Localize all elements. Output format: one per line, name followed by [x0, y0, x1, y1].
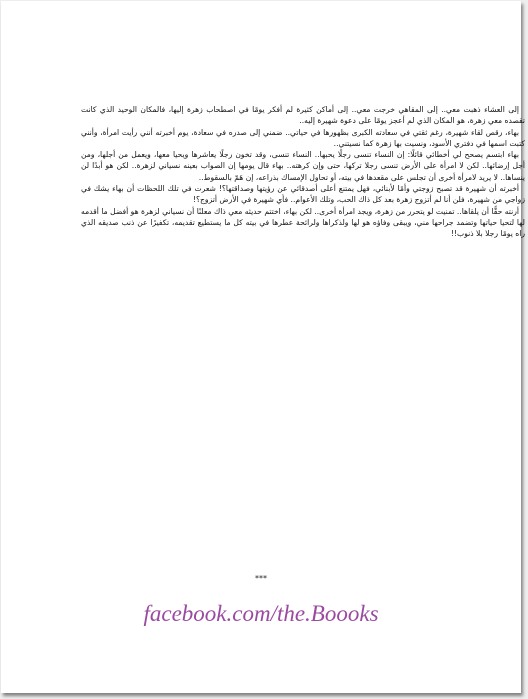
paragraph-1: إلى العشاء ذهبت معي.. إلى المقاهي خرجت معي.. إلى أماكن كثيرة لم أفكر يومًا في اصطحاب زهرة إليها، فالمكان الوحيد الذي كانت تقصده معي زهرة، هو المكان الذي لم أعجز يومًا على دعوة شهيرة إليه.. — [81, 105, 525, 126]
paragraph-3: بهاء ابتسم يصحح لي أخطائي قائلًا: إن النساء تنسى رجلًا يحبها.. النساء تنسى، وقد تخون رجلًا يعاشرها ويحيا معها، ويعمل من أجلها، ومن أجل إرضائها.. لكن لا امرأة على الأرض تنسى رجلا تركها، حتى وإن كرهته.. بهاء قال يومها إن الصواب بعينه نسياني لزهرة.. لكن هو أبدًا لن ينساها.. لا يريد لامرأة أخرى أن تجلس على مقعدها في بيته، أو تحاول الإمساك بذراعه، إن هَمّ بالسقوط.. — [81, 150, 525, 182]
footer-watermark: facebook.com/the.Boooks — [143, 601, 379, 626]
paragraph-5: أرنته حقًّا أن يلقاها.. تمنيت لو يتحرر من زهرة، ويجد امرأة أخرى.. لكن بهاء، اختتم حديثه معي ذاك معلنًا أن نسياني لزهرة هو أفضل ما أقدمه لها لتحيا حياتها وتضمد جراحها مني، ويبقى وفاؤه هو لها ولذكراها ولرائحة عطرها في بيته كل ما يستطيع تقديمه، تكفيرًا عن ذنب صديقه الذي راه يومًا رجلا بلا ذنوب!! — [81, 206, 525, 239]
page-body-text — [81, 104, 525, 240]
paragraph-4: أخبرته أن شهيرة قد تصبح زوجتي وأمًا لأبنائي، فهل يمتنع أعلى أصدقائي عن رؤيتها وصداقتها؟! شعرت في تلك اللحظات أن بهاء يشك في زواجي من شهيرة، فلن أنا لم أتزوج زهرة بعد كل ذاك الحب، وتلك الأعوام.. فأي شهيرة في الأرض أتزوج؟! — [81, 184, 525, 205]
paragraph-2: بهاء، رقص لقاء شهيرة، رغم ثقتي في سعادته الكبرى بظهورها في حياتي.. ضمني إلى صدره في سعادة، يوم أخبرته أنني رأيت امرأة، وأنني كتبت اسمها في دفتري الأسود، ونسيت بها زهرة كما نسيتني.. — [81, 127, 525, 148]
book-page — [1, 1, 525, 693]
section-separator: *** — [255, 574, 267, 583]
